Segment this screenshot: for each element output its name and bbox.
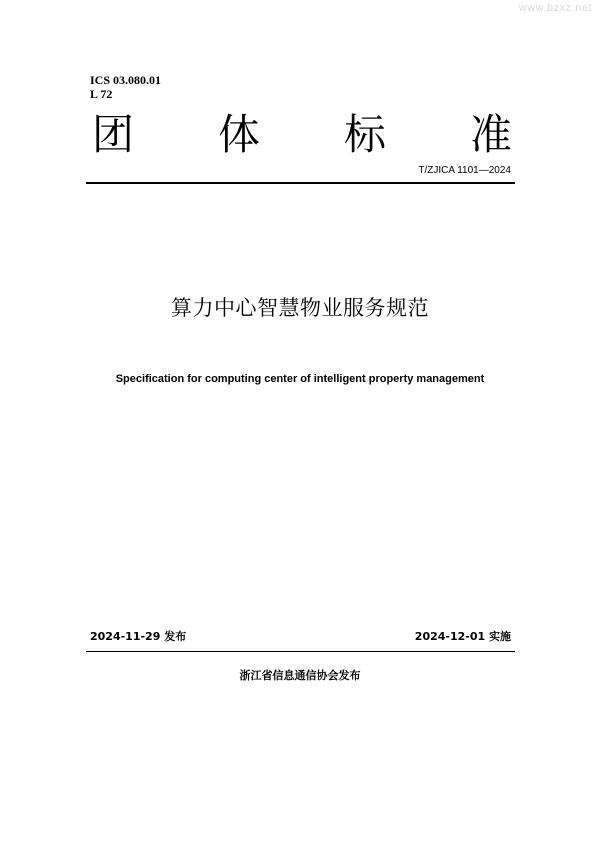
header-divider bbox=[86, 182, 515, 184]
doc-type-char-1: 团 bbox=[92, 110, 135, 159]
publisher: 浙江省信息通信协会发布 bbox=[239, 669, 361, 682]
ics-block bbox=[90, 73, 161, 101]
ics-code: ICS 03.080.01 bbox=[90, 73, 162, 87]
title-english: Specification for computing center of intelligent property management bbox=[115, 373, 485, 385]
document-type-heading bbox=[92, 106, 512, 164]
doc-type-char-3: 标 bbox=[343, 110, 386, 159]
doc-type-char-2: 体 bbox=[217, 110, 260, 159]
issue-date: 2024-11-29 发布 bbox=[90, 630, 187, 643]
implementation-date: 2024-12-01 实施 bbox=[414, 630, 511, 643]
title-chinese: 算力中心智慧物业服务规范 bbox=[171, 296, 429, 320]
standard-number: T/ZJICA 1101—2024 bbox=[418, 165, 511, 176]
classification-code: L 72 bbox=[90, 87, 113, 101]
doc-type-char-4: 准 bbox=[469, 110, 512, 159]
footer-divider bbox=[86, 651, 515, 652]
watermark: www.bzxz.net bbox=[518, 2, 592, 14]
